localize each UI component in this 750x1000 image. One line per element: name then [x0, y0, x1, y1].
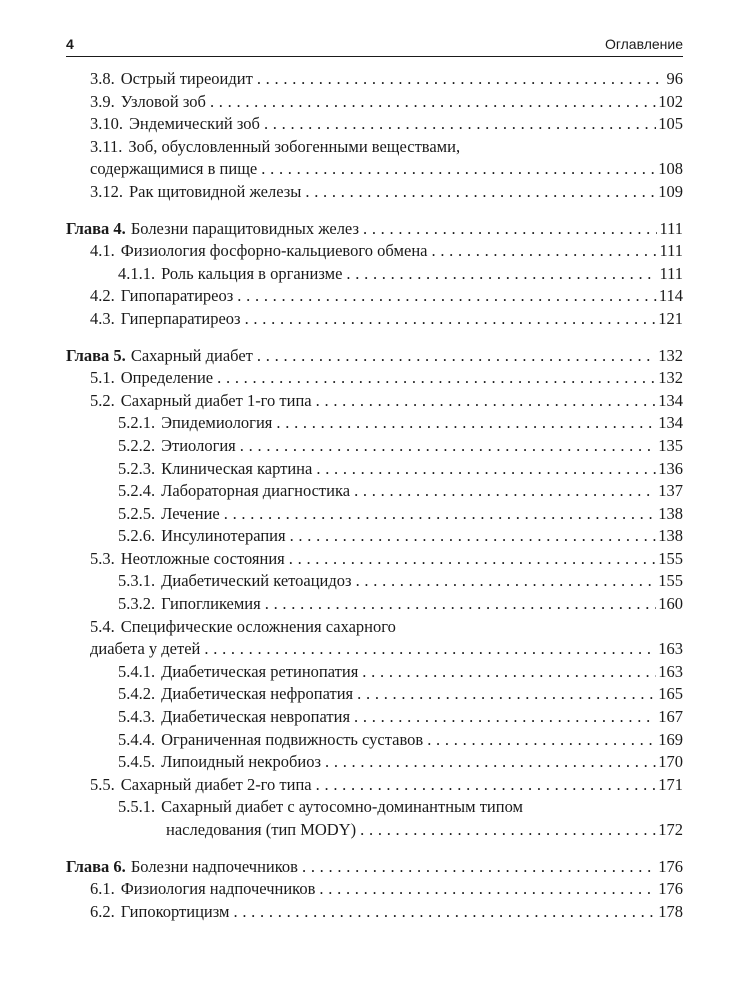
toc-leader-dots [245, 308, 657, 331]
toc-entry[interactable] [66, 458, 683, 481]
toc-entry[interactable] [66, 525, 683, 548]
toc-entry[interactable] [66, 796, 683, 841]
toc-entry-page: 132 [658, 368, 683, 388]
toc-leader-dots [210, 91, 656, 114]
toc-entry[interactable] [66, 412, 683, 435]
toc-leader-dots [237, 285, 657, 308]
toc-entry-title: Гипогликемия [161, 594, 261, 614]
toc-entry[interactable] [66, 683, 683, 706]
toc-entry-title: Физиология фосфорно-кальциевого обмена [120, 241, 428, 261]
toc-entry-number: 5.2.1. [118, 413, 156, 433]
toc-entry[interactable] [66, 308, 683, 331]
toc-entry[interactable] [66, 367, 683, 390]
page-header [66, 32, 683, 57]
toc-entry-title: Гипокортицизм [120, 901, 230, 921]
toc-entry-page: 155 [658, 571, 683, 591]
toc-entry[interactable] [66, 729, 683, 752]
toc-entry-title-line1: Сахарный диабет с аутосомно-доминантным типом [161, 797, 523, 817]
toc-entry-page: 108 [658, 159, 683, 179]
toc-entry-page: 170 [658, 752, 683, 772]
toc-entry[interactable] [66, 570, 683, 593]
toc-entry-title: Острый тиреоидит [120, 69, 253, 88]
toc-entry[interactable] [66, 548, 683, 571]
toc-entry-number: 5.5. [90, 774, 115, 794]
toc-entry[interactable] [66, 503, 683, 526]
toc-entry-page: 109 [658, 181, 683, 201]
toc-entry-number: 4.1.1. [118, 263, 156, 283]
toc-entry-number: 5.2.2. [118, 435, 156, 455]
toc-entry[interactable] [66, 774, 683, 797]
toc-entry-title: Сахарный диабет 2-го типа [120, 774, 312, 794]
toc-leader-dots [290, 525, 657, 548]
toc-entry-page: 169 [658, 729, 683, 749]
toc-leader-dots [354, 480, 656, 503]
toc-entry-title: Роль кальция в организме [161, 263, 343, 283]
toc-entry-title: Диабетическая невропатия [161, 707, 351, 727]
toc-entry-number: 6.2. [90, 901, 115, 921]
toc-leader-dots [261, 158, 656, 181]
toc-chapter-label: Глава 6. [66, 856, 126, 876]
toc-leader-dots [360, 819, 656, 842]
toc-entry-number: 5.1. [90, 368, 115, 388]
toc-leader-dots [240, 435, 656, 458]
toc-entry[interactable] [66, 901, 683, 924]
toc-leader-dots [257, 68, 665, 91]
toc-entry-title: Болезни надпочечников [130, 856, 298, 876]
toc-entry-page: 136 [658, 458, 683, 478]
toc-entry-number: 5.4.2. [118, 684, 156, 704]
toc-leader-dots [316, 390, 657, 413]
toc-entry-page: 163 [658, 661, 683, 681]
toc-entry[interactable] [66, 113, 683, 136]
toc-entry-number: 3.11. [90, 136, 123, 156]
toc-entry[interactable] [66, 661, 683, 684]
toc-entry-number: 3.12. [90, 181, 123, 201]
toc-entry-title: Физиология надпочечников [120, 879, 316, 899]
toc-entry[interactable] [66, 480, 683, 503]
toc-leader-dots [257, 345, 656, 368]
toc-entry[interactable] [66, 91, 683, 114]
toc-entry-title: Эпидемиология [161, 413, 273, 433]
toc-entry-page: 134 [658, 390, 683, 410]
toc-entry-number: 5.3. [90, 548, 115, 568]
toc-chapter-entry[interactable] [66, 856, 683, 879]
toc-entry-page: 160 [658, 594, 683, 614]
toc-entry-number: 5.2.5. [118, 503, 156, 523]
toc-entry-number: 4.3. [90, 308, 115, 328]
toc-entry-page: 178 [658, 901, 683, 921]
toc-leader-dots [302, 856, 656, 879]
toc-entry-title: Липоидный некробиоз [161, 752, 321, 772]
toc-entry-number: 6.1. [90, 879, 115, 899]
table-of-contents [66, 68, 683, 923]
toc-entry-number: 3.8. [90, 69, 115, 88]
toc-entry-title-line1: Специфические осложнения сахарного [120, 616, 396, 636]
toc-leader-dots [305, 181, 656, 204]
toc-entry-title: Определение [120, 368, 214, 388]
toc-leader-dots [316, 458, 656, 481]
toc-entry[interactable] [66, 706, 683, 729]
toc-entry[interactable] [66, 878, 683, 901]
toc-leader-dots [204, 638, 656, 661]
toc-entry-title-line1: Зоб, обусловленный зобогенными веществами, [128, 136, 461, 156]
toc-entry-page: 134 [658, 413, 683, 433]
toc-leader-dots [431, 240, 657, 263]
toc-entry-title: Ограниченная подвижность суставов [161, 729, 424, 749]
toc-entry-page: 155 [658, 548, 683, 568]
toc-entry-page: 114 [658, 286, 683, 306]
toc-entry-number: 5.5.1. [118, 797, 156, 817]
toc-entry-page: 163 [658, 639, 683, 659]
toc-leader-dots [289, 548, 657, 571]
toc-entry-number: 5.3.1. [118, 571, 156, 591]
toc-entry-page: 176 [658, 879, 683, 899]
toc-leader-dots [427, 729, 656, 752]
toc-leader-dots [217, 367, 656, 390]
toc-entry[interactable] [66, 136, 683, 181]
toc-leader-dots [233, 901, 656, 924]
toc-leader-dots [346, 263, 657, 286]
toc-entry-page: 111 [659, 218, 683, 238]
toc-entry-title: Эндемический зоб [129, 114, 260, 134]
toc-chapter-label: Глава 4. [66, 218, 126, 238]
toc-leader-dots [319, 878, 656, 901]
toc-entry-number: 5.2. [90, 390, 115, 410]
toc-entry-page: 96 [666, 69, 683, 88]
toc-entry-page: 138 [658, 503, 683, 523]
toc-entry-page: 121 [658, 308, 683, 328]
toc-leader-dots [362, 661, 656, 684]
toc-entry[interactable] [66, 593, 683, 616]
toc-entry-number: 5.2.4. [118, 481, 156, 501]
toc-entry-number: 5.3.2. [118, 594, 156, 614]
toc-entry-number: 5.4.4. [118, 729, 156, 749]
toc-entry-page: 176 [658, 856, 683, 876]
toc-entry[interactable] [66, 751, 683, 774]
toc-entry[interactable] [66, 616, 683, 661]
toc-leader-dots [265, 593, 657, 616]
toc-entry-title: Рак щитовидной железы [129, 181, 302, 201]
toc-chapter-label: Глава 5. [66, 345, 126, 365]
toc-entry-number: 5.2.6. [118, 526, 156, 546]
toc-entry[interactable] [66, 181, 683, 204]
toc-entry-title: Лечение [161, 503, 220, 523]
toc-entry-number: 5.4.5. [118, 752, 156, 772]
toc-entry[interactable] [66, 285, 683, 308]
toc-entry-page: 138 [658, 526, 683, 546]
toc-entry-title: Клиническая картина [161, 458, 313, 478]
toc-leader-dots [356, 570, 657, 593]
toc-leader-dots [264, 113, 656, 136]
toc-entry-page: 135 [658, 435, 683, 455]
toc-entry-page: 102 [658, 91, 683, 111]
toc-entry-title-line2: содержащимися в пище [90, 159, 258, 179]
toc-entry-number: 5.4.3. [118, 707, 156, 727]
toc-entry[interactable] [66, 390, 683, 413]
toc-entry-page: 172 [658, 820, 683, 839]
toc-entry-title: Сахарный диабет 1-го типа [120, 390, 312, 410]
toc-leader-dots [354, 706, 656, 729]
toc-entry-page: 132 [658, 345, 683, 365]
toc-entry-page: 137 [658, 481, 683, 501]
toc-chapter-entry[interactable] [66, 218, 683, 241]
toc-entry-title: Диабетическая нефропатия [161, 684, 354, 704]
toc-entry-number: 3.10. [90, 114, 123, 134]
toc-entry-title-line2: диабета у детей [90, 639, 201, 659]
toc-leader-dots [276, 412, 656, 435]
toc-chapter-entry[interactable] [66, 345, 683, 368]
toc-entry-number: 3.9. [90, 91, 115, 111]
toc-entry-title: Сахарный диабет [130, 345, 253, 365]
toc-entry[interactable] [66, 68, 683, 91]
toc-entry-title: Гипопаратиреоз [120, 286, 234, 306]
toc-entry-title: Гиперпаратиреоз [120, 308, 241, 328]
toc-entry-title: Диабетический кетоацидоз [161, 571, 352, 591]
toc-leader-dots [316, 774, 657, 797]
toc-entry-page: 165 [658, 684, 683, 704]
toc-entry[interactable] [66, 435, 683, 458]
toc-entry-page: 171 [658, 774, 683, 794]
toc-entry[interactable] [66, 240, 683, 263]
toc-leader-dots [357, 683, 656, 706]
toc-entry-number: 5.2.3. [118, 458, 156, 478]
page-number: 4 [66, 36, 74, 52]
toc-entry-page: 111 [659, 263, 683, 283]
toc-entry-title-line2: наследования (тип MODY) [166, 820, 357, 839]
toc-entry-title: Лабораторная диагностика [161, 481, 351, 501]
toc-entry-number: 5.4.1. [118, 661, 156, 681]
toc-entry-page: 167 [658, 707, 683, 727]
running-head: Оглавление [604, 36, 683, 52]
toc-entry-title: Неотложные состояния [120, 548, 285, 568]
toc-entry[interactable] [66, 263, 683, 286]
toc-entry-number: 4.2. [90, 286, 115, 306]
toc-entry-number: 5.4. [90, 616, 115, 636]
toc-entry-number: 4.1. [90, 241, 115, 261]
toc-entry-page: 111 [659, 241, 683, 261]
toc-leader-dots [224, 503, 657, 526]
toc-leader-dots [325, 751, 656, 774]
toc-entry-page: 105 [658, 114, 683, 134]
toc-entry-title: Диабетическая ретинопатия [161, 661, 359, 681]
toc-entry-title: Узловой зоб [120, 91, 206, 111]
toc-entry-title: Болезни паращитовидных желез [130, 218, 359, 238]
toc-entry-title: Инсулинотерапия [161, 526, 286, 546]
toc-entry-title: Этиология [161, 435, 236, 455]
toc-leader-dots [363, 218, 657, 241]
